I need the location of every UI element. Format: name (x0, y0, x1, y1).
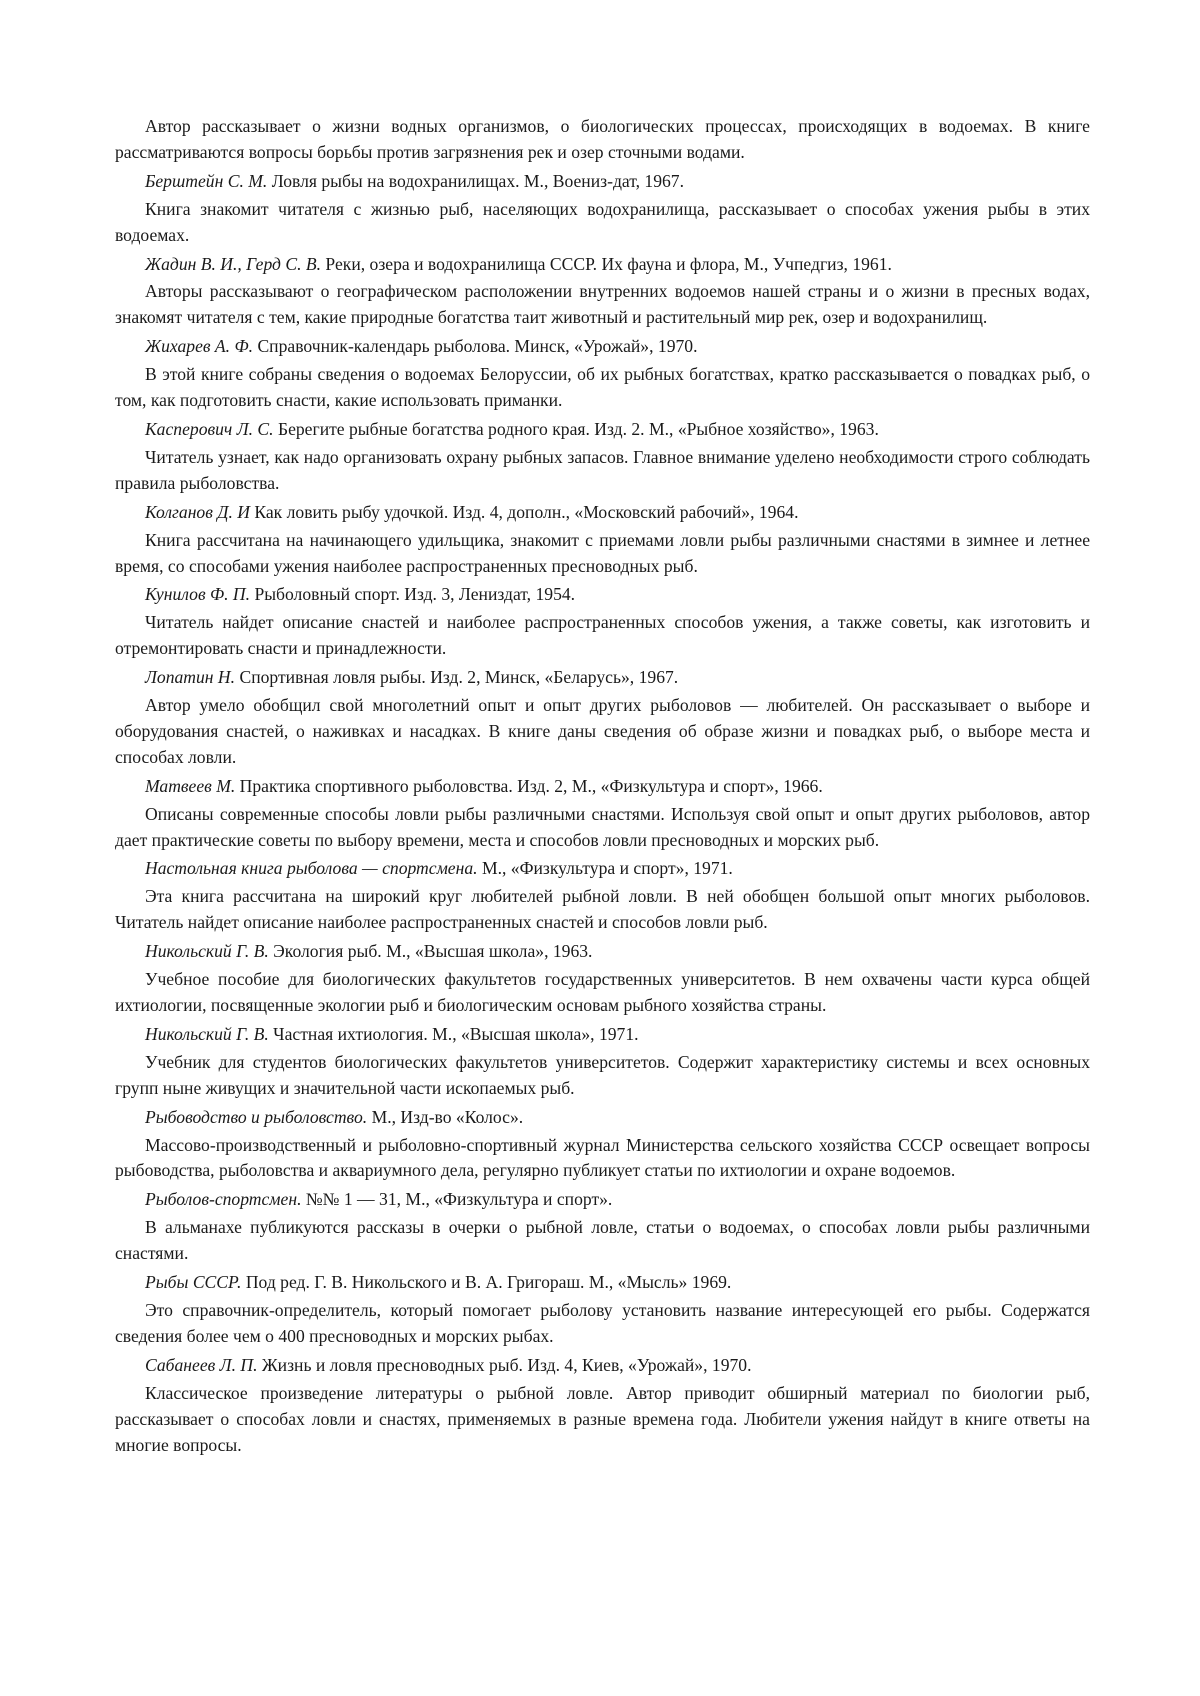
entry-description: Эта книга рассчитана на широкий круг любителей рыбной ловли. В ней обобщен большой опыт многих рыболовов. Читатель найдет описание наиболее распространенных снастей и способов ловли рыб. (115, 884, 1090, 936)
bibliography-entry (115, 334, 1090, 414)
entry-title-details: Реки, озера и водохранилища СССР. Их фауна и флора, М., Учпедгиз, 1961. (325, 254, 892, 274)
entry-reference (115, 1105, 1090, 1131)
bibliography-entry (115, 774, 1090, 854)
bibliography-entry (115, 1022, 1090, 1102)
entry-author: Берштейн С. М. (145, 171, 267, 191)
entry-reference (115, 1353, 1090, 1379)
entry-description: Читатель найдет описание снастей и наиболее распространенных способов ужения, а также советы, как изготовить и отремонтировать снасти и принадлежности. (115, 610, 1090, 662)
entry-title-details: Рыболовный спорт. Изд. 3, Лениздат, 1954. (254, 584, 575, 604)
entry-reference (115, 582, 1090, 608)
bibliography-entry (115, 1353, 1090, 1459)
entry-author: Рыбоводство и рыболовство. (145, 1107, 367, 1127)
entry-description: Массово-производственный и рыболовно-спортивный журнал Министерства сельского хозяйства СССР освещает вопросы рыбоводства, рыболовства и аквариумного дела, регулярно публикует статьи по ихтиологии и охране водоемов. (115, 1133, 1090, 1185)
entry-title-details: Под ред. Г. В. Никольского и В. А. Григораш. М., «Мысль» 1969. (246, 1272, 732, 1292)
entry-title-details: Справочник-календарь рыболова. Минск, «Урожай», 1970. (257, 336, 697, 356)
bibliography-list (115, 169, 1090, 1459)
bibliography-entry (115, 1105, 1090, 1185)
entry-author: Никольский Г. В. (145, 941, 269, 961)
entry-reference (115, 774, 1090, 800)
bibliography-entry (115, 939, 1090, 1019)
bibliography-entry (115, 500, 1090, 580)
entry-author: Лопатин Н. (145, 667, 235, 687)
entry-title-details: №№ 1 — 31, М., «Физкультура и спорт». (306, 1189, 612, 1209)
entry-title-details: Частная ихтиология. М., «Высшая школа», 1971. (273, 1024, 638, 1044)
entry-description: Автор умело обобщил свой многолетний опыт и опыт других рыболовов — любителей. Он рассказывает о выборе и оборудования снастей, о наживках и насадках. В книге даны сведения об образе жизни и повадках рыб, о выборе места и способах ловли. (115, 693, 1090, 771)
entry-title-details: Практика спортивного рыболовства. Изд. 2, М., «Физкультура и спорт», 1966. (240, 776, 823, 796)
bibliography-entry (115, 582, 1090, 662)
entry-title-details: Экология рыб. М., «Высшая школа», 1963. (273, 941, 592, 961)
entry-author: Кунилов Ф. П. (145, 584, 250, 604)
entry-reference (115, 1187, 1090, 1213)
entry-author: Жадин В. И., Герд С. В. (145, 254, 321, 274)
entry-reference (115, 1270, 1090, 1296)
entry-reference (115, 1022, 1090, 1048)
bibliography-entry (115, 856, 1090, 936)
entry-reference (115, 417, 1090, 443)
entry-description: Авторы рассказывают о географическом расположении внутренних водоемов нашей страны и о жизни в пресных водах, знакомят читателя с тем, какие природные богатства таит животный и растительный мир рек, озер и водохранилищ. (115, 279, 1090, 331)
entry-title-details: Берегите рыбные богатства родного края. Изд. 2. М., «Рыбное хозяйство», 1963. (278, 419, 879, 439)
entry-author: Настольная книга рыболова — спортсмена. (145, 858, 478, 878)
entry-author: Сабанеев Л. П. (145, 1355, 258, 1375)
bibliography-page (115, 114, 1090, 1461)
entry-description: Это справочник-определитель, который помогает рыболову установить название интересующей его рыбы. Содержатся сведения более чем о 400 пресноводных и морских рыбах. (115, 1298, 1090, 1350)
bibliography-entry (115, 417, 1090, 497)
entry-author: Никольский Г. В. (145, 1024, 269, 1044)
entry-author: Касперович Л. С. (145, 419, 274, 439)
entry-reference (115, 169, 1090, 195)
entry-reference (115, 856, 1090, 882)
entry-description: Книга знакомит читателя с жизнью рыб, населяющих водохранилища, рассказывает о способах ужения рыбы в этих водоемах. (115, 197, 1090, 249)
entry-author: Матвеев М. (145, 776, 235, 796)
entry-description: Книга рассчитана на начинающего удильщика, знакомит с приемами ловли рыбы различными снастями в зимнее и летнее время, со способами ужения наиболее распространенных пресноводных рыб. (115, 528, 1090, 580)
entry-description: Классическое произведение литературы о рыбной ловле. Автор приводит обширный материал по биологии рыб, рассказывает о способах ловли и снастях, применяемых в разные времена года. Любители ужения найдут в книге ответы на многие вопросы. (115, 1381, 1090, 1459)
entry-title-details: Как ловить рыбу удочкой. Изд. 4, дополн., «Московский рабочий», 1964. (254, 502, 798, 522)
entry-reference (115, 939, 1090, 965)
entry-description: В альманахе публикуются рассказы в очерки о рыбной ловле, статьи о водоемах, о способах ловли рыбы различными снастями. (115, 1215, 1090, 1267)
entry-reference (115, 334, 1090, 360)
entry-description: Учебное пособие для биологических факультетов государственных университетов. В нем охвачены части курса общей ихтиологии, посвященные экологии рыб и биологическим основам рыбного хозяйства страны. (115, 967, 1090, 1019)
entry-author: Рыболов-спортсмен. (145, 1189, 301, 1209)
entry-description: Читатель узнает, как надо организовать охрану рыбных запасов. Главное внимание уделено необходимости строго соблюдать правила рыболовства. (115, 445, 1090, 497)
entry-reference (115, 665, 1090, 691)
entry-title-details: М., «Физкультура и спорт», 1971. (482, 858, 733, 878)
bibliography-entry (115, 1270, 1090, 1350)
entry-title-details: Жизнь и ловля пресноводных рыб. Изд. 4, Киев, «Урожай», 1970. (262, 1355, 752, 1375)
entry-title-details: Ловля рыбы на водохранилищах. М., Воениз-дат, 1967. (272, 171, 684, 191)
bibliography-entry (115, 665, 1090, 771)
entry-description: Учебник для студентов биологических факультетов университетов. Содержит характеристику системы и всех основных групп ныне живущих и значительной части ископаемых рыб. (115, 1050, 1090, 1102)
entry-reference (115, 500, 1090, 526)
entry-author: Жихарев А. Ф. (145, 336, 253, 356)
entry-author: Рыбы СССР. (145, 1272, 241, 1292)
intro-paragraph: Автор рассказывает о жизни водных организмов, о биологических процессах, происходящих в водоемах. В книге рассматриваются вопросы борьбы против загрязнения рек и озер сточными водами. (115, 114, 1090, 166)
entry-title-details: Спортивная ловля рыбы. Изд. 2, Минск, «Беларусь», 1967. (239, 667, 678, 687)
bibliography-entry (115, 1187, 1090, 1267)
entry-description: Описаны современные способы ловли рыбы различными снастями. Используя свой опыт и опыт других рыболовов, автор дает практические советы по выбору времени, места и способов ловли пресноводных и морских рыб. (115, 802, 1090, 854)
entry-description: В этой книге собраны сведения о водоемах Белоруссии, об их рыбных богатствах, кратко рассказывается о повадках рыб, о том, как подготовить снасти, какие использовать приманки. (115, 362, 1090, 414)
entry-reference (115, 252, 1090, 278)
bibliography-entry (115, 252, 1090, 332)
entry-title-details: М., Изд-во «Колос». (372, 1107, 524, 1127)
bibliography-entry (115, 169, 1090, 249)
entry-author: Колганов Д. И (145, 502, 250, 522)
